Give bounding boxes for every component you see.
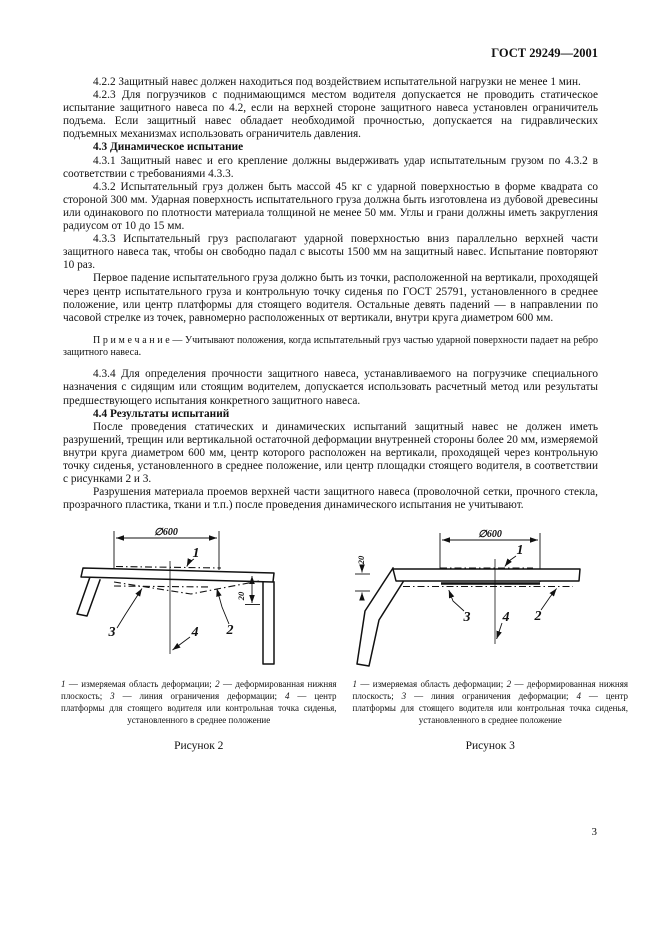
fig2-left-leg	[77, 577, 100, 616]
caption-number: 4	[284, 691, 290, 702]
figures-row	[57, 524, 632, 752]
paragraph-4-3-3: 4.3.3 Испытательный груз располагают ударной поверхностью вниз параллельно верхней части защитного навеса так, чтобы он свободно падал с высоты 1500 мм на защитный навес. Испытание повторяют 10 раз.	[63, 233, 598, 272]
figure-2-label: Рисунок 2	[174, 740, 224, 753]
svg-text:1: 1	[516, 543, 524, 559]
paragraph-results-1: После проведения статических и динамических испытаний защитный навес не должен иметь разрушений, трещин или вертикальной остаточной деформации внутренней стороны более 20 мм, измеряемой внутри круга диаметром 600 мм, центр которого расположен на вертикали, проходящей через контрольную точку сиденья, установленного в среднее положение, или центр площадки стоящего водителя, в соответствии с рисунками 2 и 3.	[63, 420, 598, 486]
caption-number: 1	[61, 679, 66, 690]
svg-text:2: 2	[226, 623, 234, 639]
svg-text:4: 4	[502, 610, 510, 626]
fig3-left-leg	[357, 568, 403, 666]
caption-text: — измеряемая область деформации;	[65, 679, 216, 690]
figure-3-label: Рисунок 3	[465, 740, 515, 753]
fig2-dimension-600	[114, 527, 219, 570]
fig2-limit-line	[114, 586, 211, 587]
fig2-callout-3	[108, 589, 143, 641]
caption-text: — измеряемая область деформации;	[357, 679, 507, 690]
figure-3-block	[349, 524, 633, 752]
paragraph-4-3-1: 4.3.1 Защитный навес и его крепление должны выдерживать удар испытательным грузом по 4.3.2 в соответствии с требованиями 4.3.3.	[63, 154, 598, 180]
fig3-callout-3	[449, 590, 471, 625]
figure-3-drawing	[353, 524, 628, 674]
caption-number: 4	[576, 691, 581, 702]
paragraph-first-drop: Первое падение испытательного груза должно быть из точки, расположенной на вертикали, проходящей через центр испытательного груза и контрольную точку сиденья по ГОСТ 25791, установленного в среднее положение, или центр платформы для стоящего водителя. Остальные девять падений — в направлении по часовой стрелке из точек, равномерно расположенных от вертикали, внутри круга диаметром 600 мм.	[63, 272, 598, 324]
figure-3-caption	[349, 678, 633, 726]
note-paragraph: П р и м е ч а н и е — Учитывают положения, когда испытательный груз частью ударной поверхности падает на ребро защитного навеса.	[63, 334, 598, 358]
fig2-callout-2	[217, 589, 234, 639]
caption-number: 2	[215, 679, 220, 690]
fig2-diameter-label: ∅600	[154, 527, 179, 539]
document-header: ГОСТ 29249—2001	[491, 46, 598, 60]
figure-2-drawing	[76, 524, 321, 674]
caption-text: — деформированная нижняя плоскость;	[352, 679, 628, 702]
caption-number: 3	[110, 691, 115, 702]
caption-text: — центр платформы для стоящего водителя или контрольная точка сиденья, установленного в среднее положение	[352, 691, 629, 726]
fig3-dimension-20	[355, 555, 370, 600]
fig3-callout-1	[505, 543, 524, 567]
caption-text: — деформированная нижняя плоскость;	[61, 679, 337, 702]
fig3-callout-4	[496, 610, 509, 639]
fig2-right-column	[263, 582, 274, 664]
paragraph-4-3-4: 4.3.4 Для определения прочности защитного навеса, устанавливаемого на погрузчике специального назначения с сидящим или стоящим водителем, допускается использовать расчетный метод или результаты предшествующего испытания конкретного защитного навеса.	[63, 368, 598, 407]
fig2-callout-4	[173, 625, 199, 650]
fig3-canopy-roof	[393, 569, 580, 581]
svg-text:3: 3	[463, 610, 471, 626]
fig3-offset-label: 20	[355, 556, 366, 565]
svg-text:3: 3	[108, 625, 116, 641]
heading-4-4: 4.4 Результаты испытаний	[93, 407, 230, 420]
caption-number: 2	[506, 679, 512, 690]
page-number: 3	[591, 826, 597, 838]
paragraph-4-2-2: 4.2.2 Защитный навес должен находиться под воздействием испытательной нагрузки не менее 1 мин.	[93, 76, 581, 88]
paragraph-4-2-3: 4.2.3 Для погрузчиков с поднимающимся местом водителя допускается не проводить статическое испытание защитного навеса по 4.2, если на верхней стороне защитного навеса установлен ограничитель подъема. Если защитный навес обладает необходимой прочностью, допускается на гидравлических подъемных механизмах использовать ограничитель давления.	[63, 89, 598, 141]
caption-text: — линия ограничения деформации;	[406, 691, 577, 702]
caption-number: 3	[401, 691, 407, 702]
svg-text:2: 2	[534, 609, 542, 625]
fig2-measured-region-line	[116, 567, 221, 569]
fig2-canopy-roof	[81, 568, 274, 582]
paragraph-results-2: Разрушения материала проемов верхней части защитного навеса (проволочной сетки, прочного стекла, прозрачного пластика, ткани и т.п.) после проведения динамического испытания не учитывают.	[63, 486, 598, 512]
figure-2-block	[57, 524, 341, 752]
fig3-diameter-label: ∅600	[477, 529, 502, 541]
figure-2-caption	[57, 678, 341, 726]
caption-number: 1	[352, 679, 357, 690]
heading-4-3: 4.3 Динамическое испытание	[93, 141, 244, 154]
svg-text:1: 1	[192, 546, 200, 562]
fig3-callout-2	[533, 589, 556, 625]
paragraph-4-3-2: 4.3.2 Испытательный груз должен быть массой 45 кг с ударной поверхностью в форме квадрата со стороной 300 мм. Ударная поверхность испытательного груза должна быть изготовлена из дубовой древесины или одинакового по плотности материала толщиной не менее 50 мм. Углы и грани должны иметь закругления радиусом от 10 до 15 мм.	[63, 180, 598, 233]
svg-text:4: 4	[191, 625, 199, 641]
body-text	[63, 76, 598, 512]
fig2-callout-1	[187, 546, 200, 567]
caption-text: — центр платформы для стоящего водителя или контрольная точка сиденья, установленного в среднее положение	[61, 691, 337, 726]
fig2-offset-label: 20	[236, 592, 247, 601]
caption-text: — линия ограничения деформации;	[114, 691, 285, 702]
